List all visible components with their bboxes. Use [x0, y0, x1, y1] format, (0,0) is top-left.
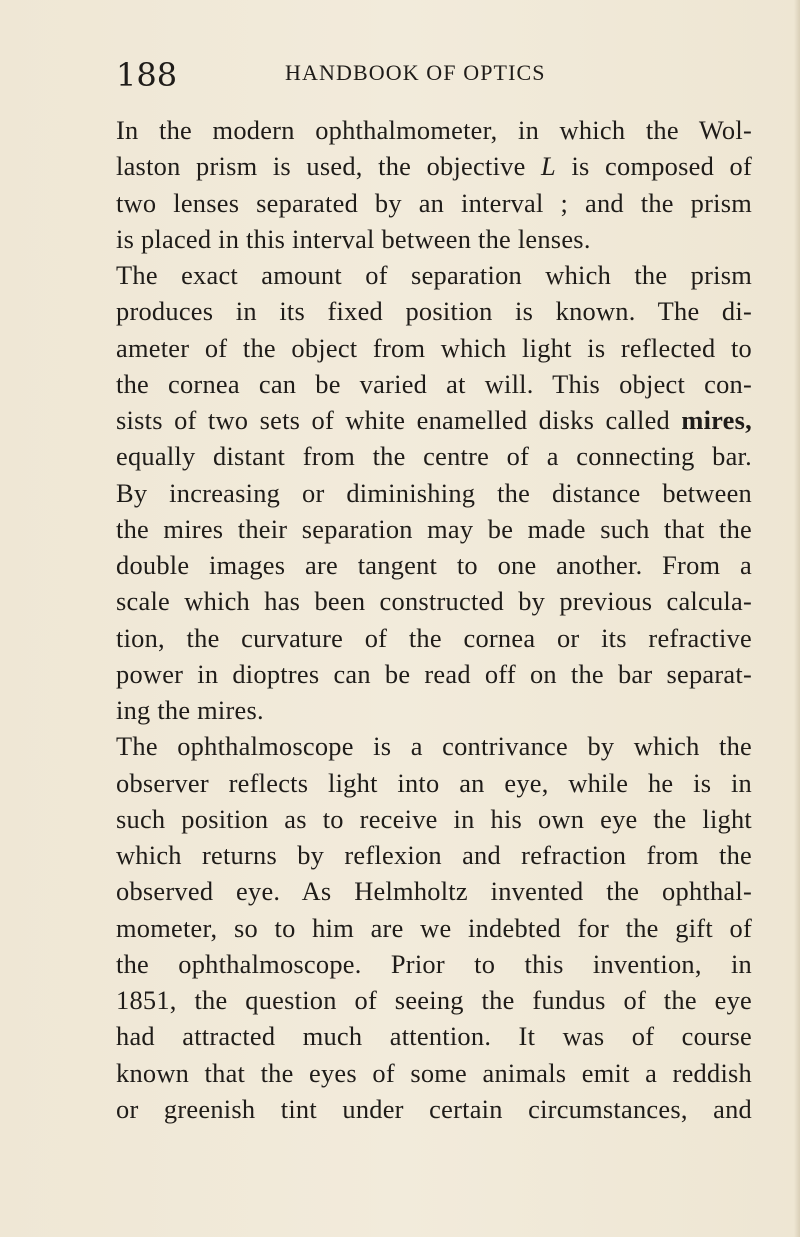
text-line: or greenish tint under certain circumstances, and	[116, 1093, 752, 1124]
text-line: ing the mires.	[116, 695, 264, 725]
page-edge-shadow	[794, 0, 800, 1237]
text-line: two lenses separated by an interval ; and the prism	[116, 187, 752, 218]
text-line: observed eye. As Helmholtz invented the ophthal-	[116, 876, 752, 907]
text-line: scale which has been constructed by previous calcula-	[116, 586, 752, 617]
running-title: HANDBOOK OF OPTICS	[285, 60, 546, 85]
text-line: such position as to receive in his own eye the light	[116, 803, 752, 834]
text-line: the cornea can be varied at will. This object con-	[116, 368, 752, 399]
text-line: is placed in this interval between the lenses.	[116, 223, 591, 254]
text-line: observer reflects light into an eye, while he is in	[116, 767, 752, 798]
page-number: 188	[116, 56, 178, 94]
text-line: equally distant from the centre of a connecting bar.	[116, 441, 752, 472]
text-line: ameter of the object from which light is reflected to	[116, 332, 752, 363]
body-text	[116, 112, 752, 1127]
bold-term: mires,	[681, 405, 752, 435]
text-line: The ophthalmoscope is a contrivance by which the	[116, 731, 752, 762]
text-line: produces in its fixed position is known. The di-	[116, 296, 752, 327]
text-line: double images are tangent to one another. From a	[116, 550, 752, 580]
text-line: the mires their separation may be made such that the	[116, 513, 752, 544]
text-line: In the modern ophthalmometer, in which the Wol-	[116, 115, 752, 145]
text-line	[116, 402, 752, 438]
text-line: known that the eyes of some animals emit a reddish	[116, 1057, 752, 1088]
text-line: The exact amount of separation which the prism	[116, 260, 752, 290]
text-line: mometer, so to him are we indebted for the gift of	[116, 912, 752, 943]
text-segment: is composed of	[555, 151, 752, 182]
text-segment: sists of two sets of white enamelled disks called	[116, 405, 682, 435]
text-line: had attracted much attention. It was of course	[116, 1021, 752, 1052]
text-line	[116, 148, 752, 184]
text-line: the ophthalmoscope. Prior to this invention, in	[116, 948, 752, 979]
text-line: power in dioptres can be read off on the bar separat-	[116, 658, 752, 689]
running-head	[0, 52, 800, 92]
text-line: By increasing or diminishing the distance between	[116, 477, 752, 508]
text-line: tion, the curvature of the cornea or its refractive	[116, 622, 752, 653]
text-segment: laston prism is used, the objective	[116, 151, 542, 182]
italic-symbol: L	[541, 151, 556, 182]
text-line: 1851, the question of seeing the fundus of the eye	[116, 985, 752, 1015]
text-line: which returns by reflexion and refraction from the	[116, 840, 752, 870]
